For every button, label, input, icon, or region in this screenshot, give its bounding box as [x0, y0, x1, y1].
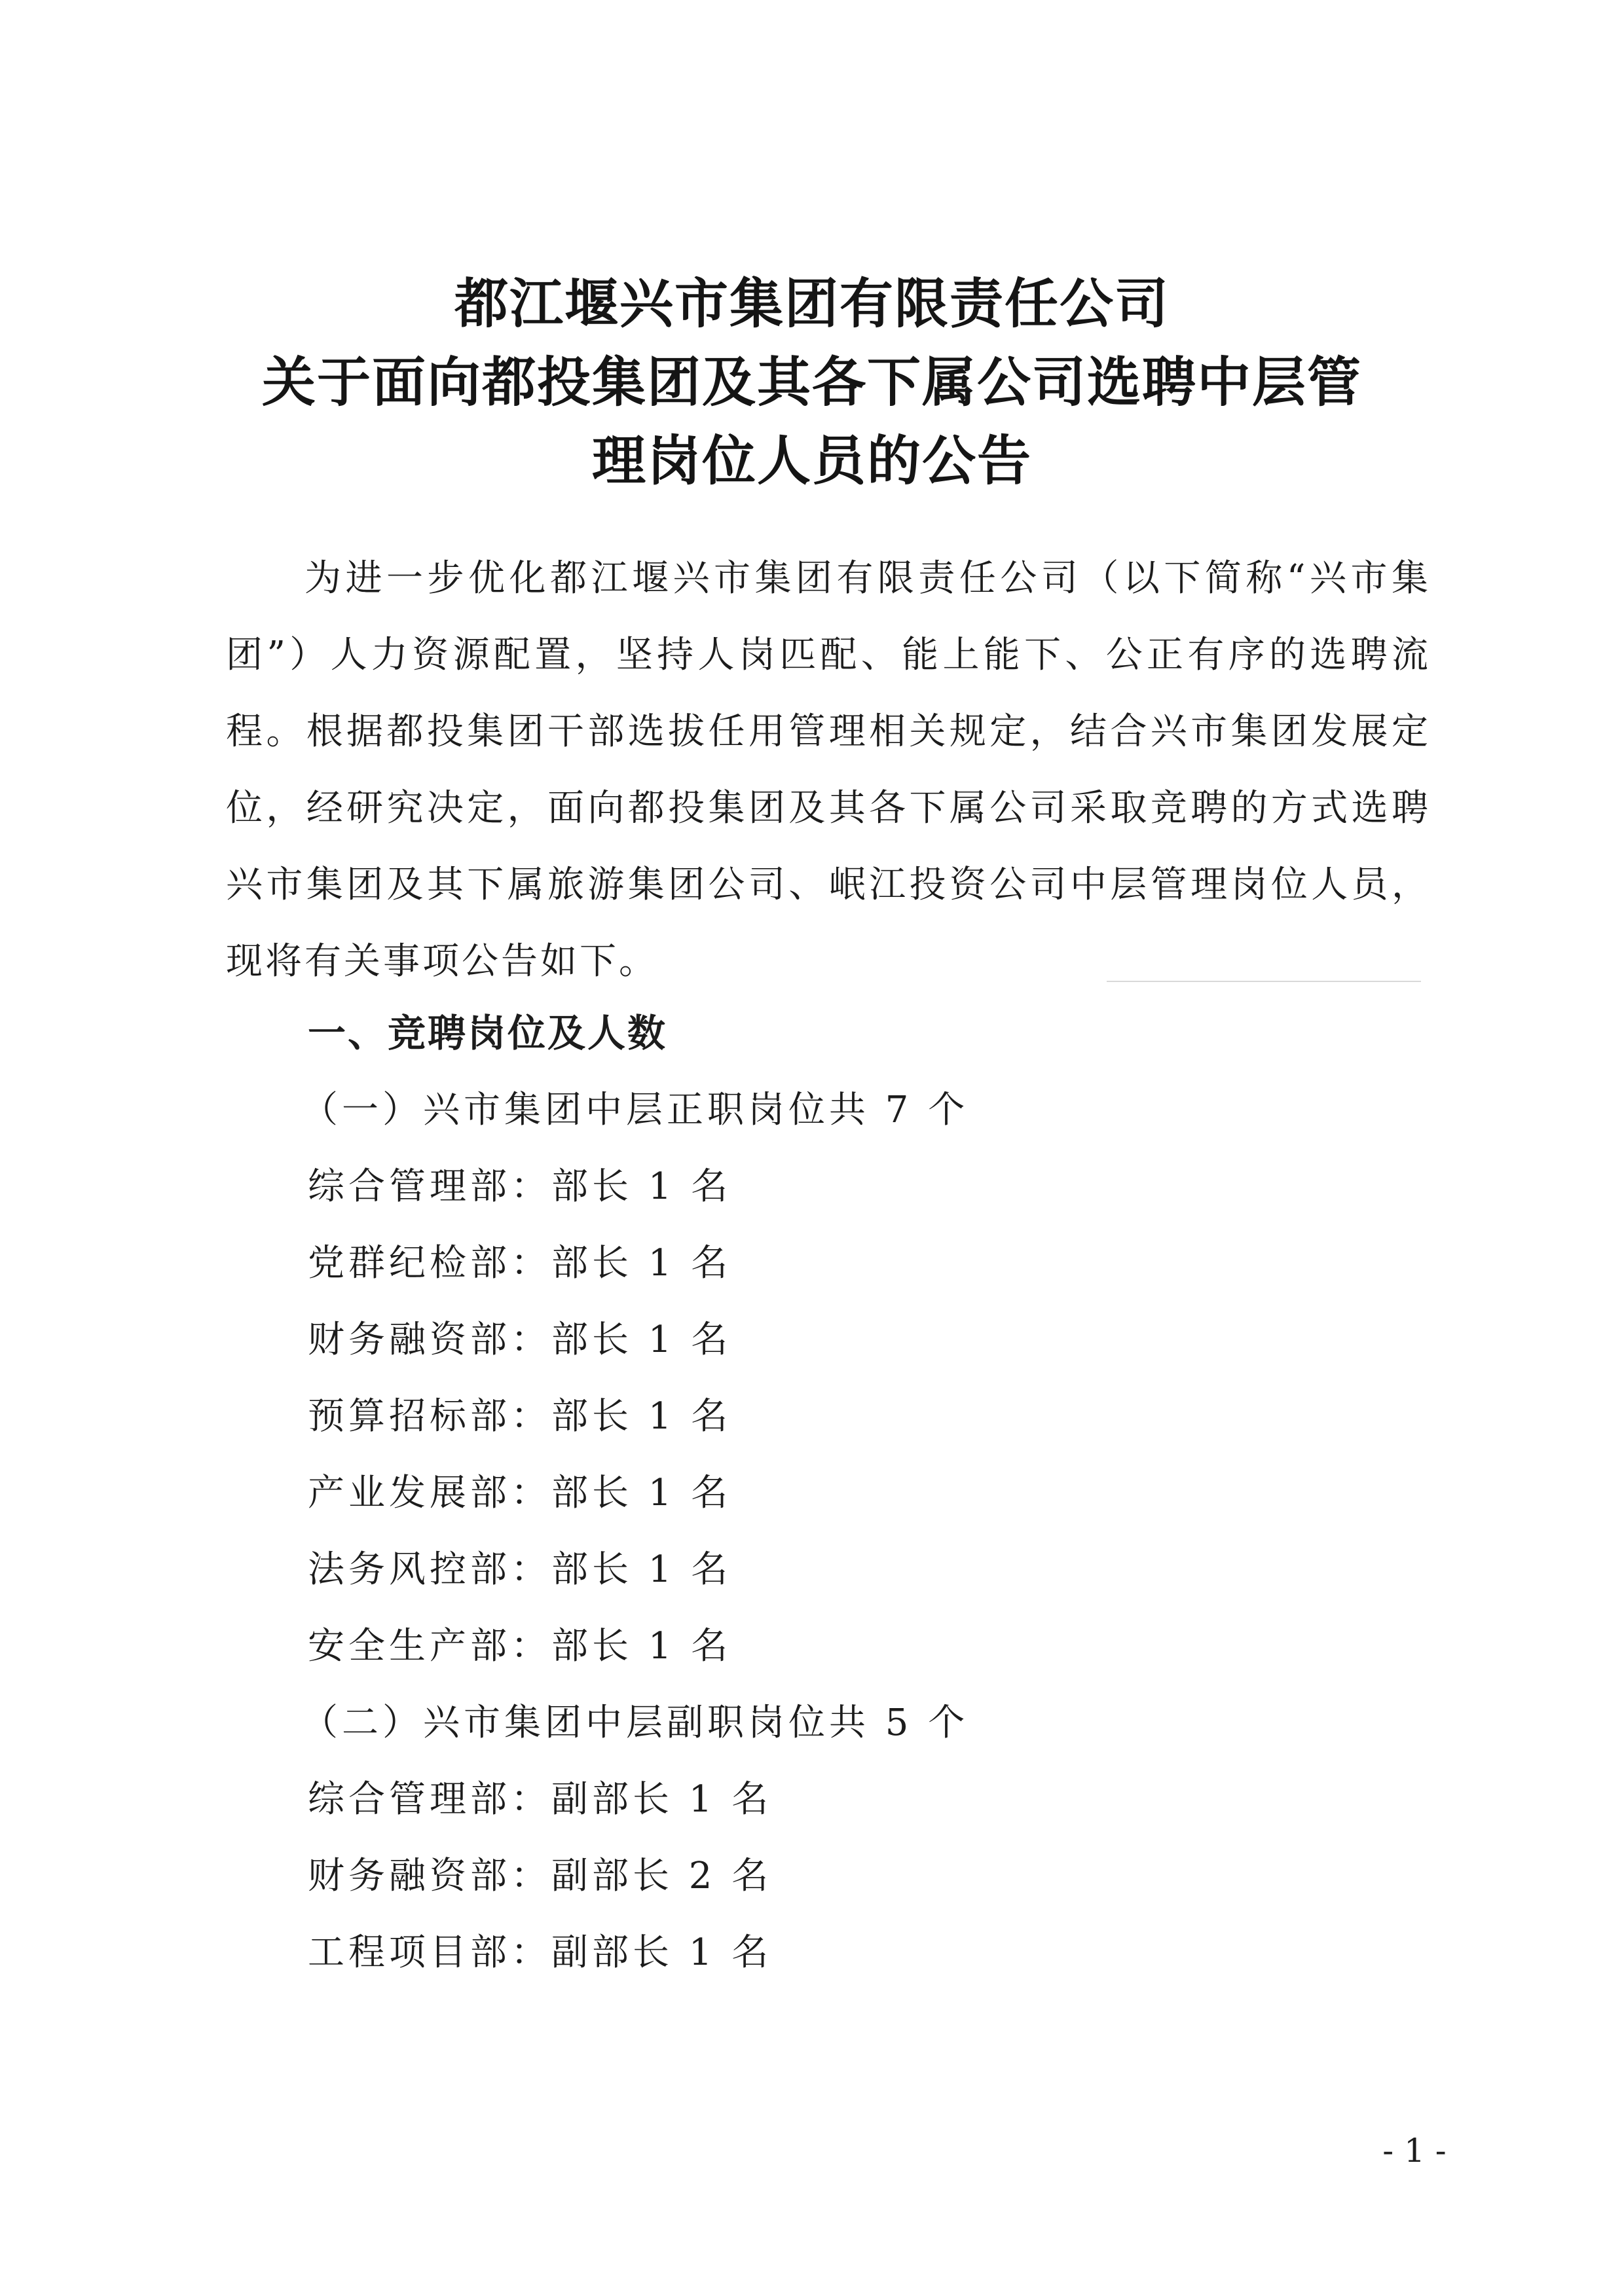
position-count: 部长 1 名: [551, 1165, 732, 1208]
department-name: 法务风控部：: [308, 1548, 551, 1591]
department-name: 综合管理部：: [308, 1165, 551, 1208]
department-name: 综合管理部：: [308, 1778, 551, 1821]
list-item: [308, 1378, 1421, 1455]
page-number: - 1 -: [1382, 2132, 1447, 2170]
department-name: 财务融资部：: [308, 1319, 551, 1361]
position-count: 副部长 2 名: [551, 1855, 773, 1897]
position-list: [301, 995, 1421, 1991]
scan-artifact-line: [1107, 981, 1421, 982]
title-line-2: 关于面向都投集团及其各下属公司选聘中层管: [261, 352, 1362, 414]
subsection-heading-2: （二）兴市集团中层副职岗位共 5 个: [301, 1702, 969, 1744]
title-line-3: 理岗位人员的公告: [591, 430, 1032, 492]
department-name: 财务融资部：: [308, 1855, 551, 1897]
intro-paragraph: 为进一步优化都江堰兴市集团有限责任公司（以下简称“兴市集团”）人力资源配置，坚持人岗匹配、能上能下、公正有序的选聘流程。根据都投集团干部选拔任用管理相关规定，结合兴市集团发展定位，经研究决定，面向都投集团及其各下属公司采取竞聘的方式选聘兴市集团及其下属旅游集团公司、岷江投资公司中层管理岗位人员，现将有关事项公告如下。: [226, 557, 1431, 983]
position-count: 部长 1 名: [551, 1548, 732, 1591]
list-item: [308, 1455, 1421, 1531]
list-item: [308, 1148, 1421, 1225]
list-item: [308, 1302, 1421, 1378]
subsection-heading-1: （一）兴市集团中层正职岗位共 7 个: [301, 1089, 969, 1131]
department-name: 产业发展部：: [308, 1472, 551, 1514]
list-item: [308, 1531, 1421, 1608]
department-name: 预算招标部：: [308, 1395, 551, 1438]
list-item: [308, 1761, 1421, 1838]
list-item: [308, 1608, 1421, 1685]
department-name: 工程项目部：: [308, 1931, 551, 1974]
position-count: 副部长 1 名: [551, 1778, 773, 1821]
document-title: [196, 265, 1428, 501]
section-heading: 一、竞聘岗位及人数: [308, 1011, 668, 1055]
position-count: 部长 1 名: [551, 1625, 732, 1667]
title-line-1: 都江堰兴市集团有限责任公司: [454, 273, 1170, 335]
position-count: 部长 1 名: [551, 1395, 732, 1438]
position-count: 部长 1 名: [551, 1319, 732, 1361]
list-item: [308, 1838, 1421, 1914]
department-name: 党群纪检部：: [308, 1242, 551, 1285]
position-count: 副部长 1 名: [551, 1931, 773, 1974]
position-count: 部长 1 名: [551, 1472, 732, 1514]
department-name: 安全生产部：: [308, 1625, 551, 1667]
list-item: [308, 1225, 1421, 1302]
position-count: 部长 1 名: [551, 1242, 732, 1285]
list-item: [308, 1914, 1421, 1991]
